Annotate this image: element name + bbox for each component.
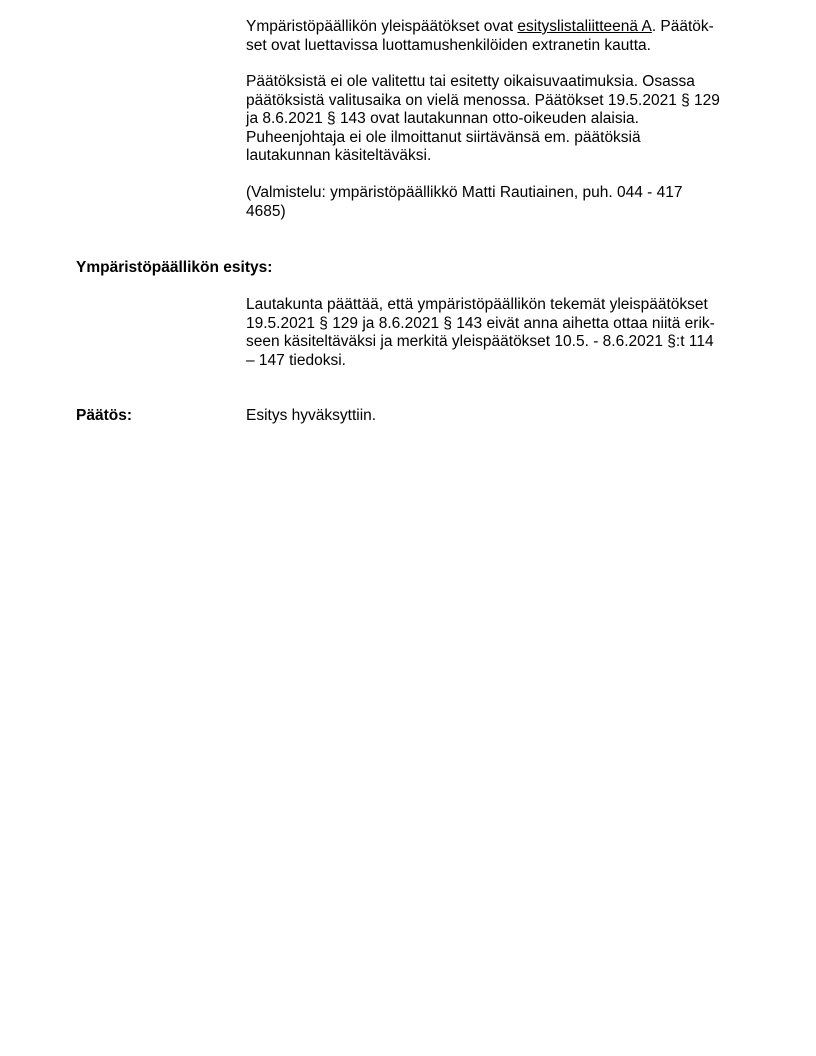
proposal-heading: Ympäristöpäällikön esitys: bbox=[76, 259, 273, 276]
attachment-link[interactable]: esityslistaliitteenä A bbox=[517, 18, 652, 35]
preparer-paragraph: (Valmistelu: ympäristöpäällikkö Matti Rautiainen, puh. 044 - 417 4685) bbox=[246, 184, 683, 220]
intro-text-after-link: . Päätök- set ovat luettavissa luottamushenkilöiden extranetin kautta. bbox=[246, 18, 714, 54]
decision-heading: Päätös: bbox=[76, 407, 132, 424]
intro-paragraph bbox=[246, 18, 746, 55]
appeals-paragraph: Päätöksistä ei ole valitettu tai esitetty oikaisuvaatimuksia. Osassa päätöksistä valitusaika on vielä menossa. Päätökset 19.5.2021 § 129 ja 8.6.2021 § 143 ovat lautakunnan otto-oikeuden alaisia. Puheenjohtaja ei ole ilmoittanut siirtävänsä em. päätöksiä lautakunnan käsiteltäväksi. bbox=[246, 73, 720, 164]
proposal-paragraph: Lautakunta päättää, että ympäristöpäällikön tekemät yleispäätökset 19.5.2021 § 129 ja 8.6.2021 § 143 eivät anna aihetta ottaa niitä erik- seen käsiteltäväksi ja merkitä yleispäätökset 10.5. - 8.6.2021 §:t 114 – 147 tiedoksi. bbox=[246, 296, 715, 369]
intro-text-before-link: Ympäristöpäällikön yleispäätökset ovat bbox=[246, 18, 518, 35]
decision-paragraph: Esitys hyväksyttiin. bbox=[246, 407, 377, 424]
